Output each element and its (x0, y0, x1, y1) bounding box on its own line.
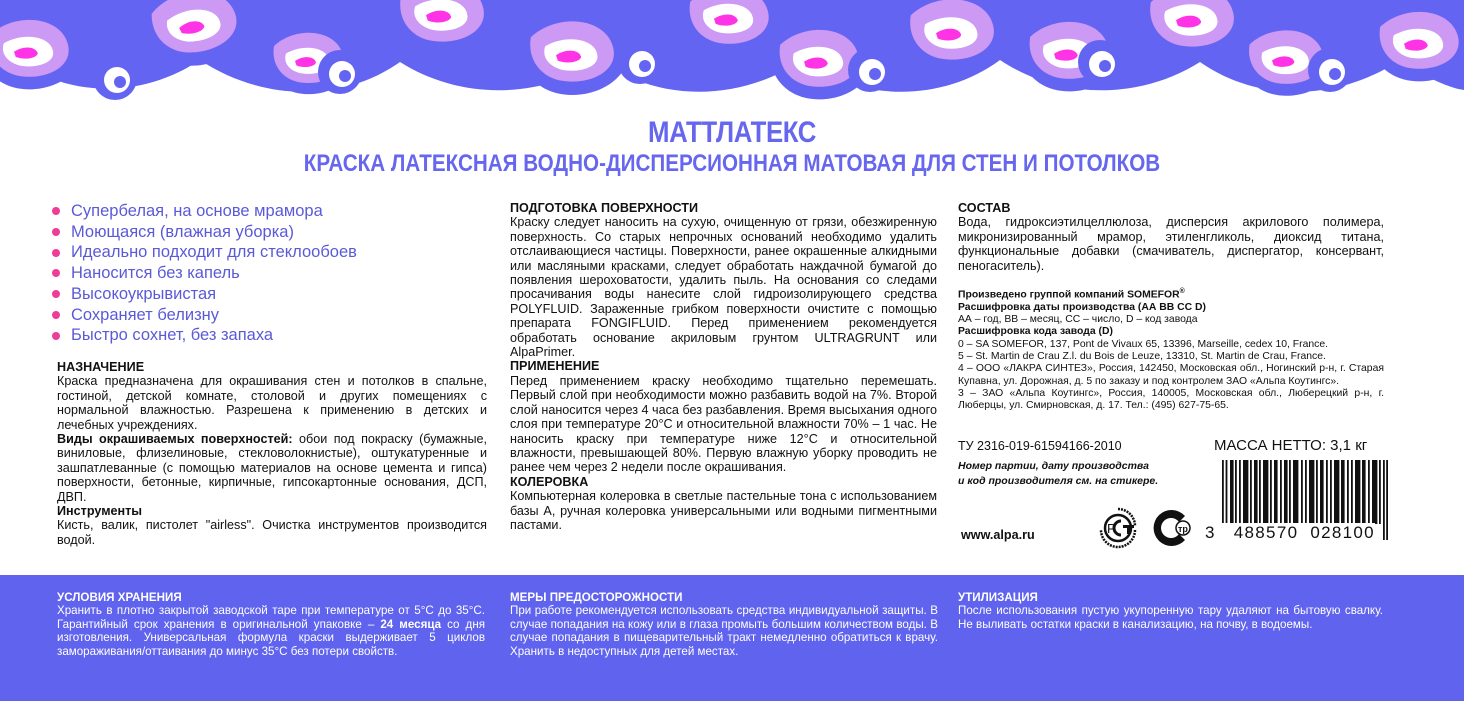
surfaces-text: обои под покраску (бумажные, виниловые, флизелиновые, стекловолокнистые), оштукатуренные и зашпатлеванные (с помощью материалов на основе цемента и гипса) поверхности, бетонные, кирпичные, гипсокартонные основания, ДСП, ДВП. (57, 432, 487, 504)
feature-item: Моющаяся (влажная уборка) (52, 222, 357, 243)
date-code-text: АА – год, ВВ – месяц, СС – число, D – код завода (958, 314, 1198, 326)
plant-item: 5 – St. Martin de Crau Z.l. du Bois de Leuze, 13310, St. Martin de Crau, France. (958, 350, 1326, 362)
feature-item: Супербелая, на основе мрамора (52, 201, 357, 222)
barcode-number: 3 488570 028100 (1205, 523, 1375, 542)
bullet-dot-icon (52, 228, 60, 236)
c-tr-certification-icon (1149, 506, 1193, 550)
feature-item: Высокоукрывистая (52, 284, 357, 305)
product-name: МАТТЛАТЕКС (648, 116, 816, 149)
product-title-block (0, 116, 1464, 178)
paisley-banner (0, 0, 1464, 110)
precautions-heading: МЕРЫ ПРЕДОСТОРОЖНОСТИ (510, 591, 683, 604)
plant-item: 4 – ООО «ЛАКРА СИНТЕЗ», Россия, 142450, Московская обл., Ногинский р-н, г. Старая Купавна, ул. Дорожная, д. 5 по заказу и под контролем ЗАО «Альпа Коутингс». (958, 363, 1384, 387)
instructions-section (510, 201, 937, 532)
application-text: Перед применением краску необходимо тщательно перемешать. Первый слой при необходимости можно разбавить водой на 7%. Второй слой наносится через 4 часа без разбавления. Время высыхания одного слоя при температуре 20°С и относительной влажности 70% – 1 час. Не наносить краску при температуре ниже 12°С и относительной влажности, превышающей 80%. Первую влажную уборку проводить не ранее чем через 2 недели после окрашивания. (510, 373, 937, 475)
svg-text:тр: тр (1178, 524, 1188, 534)
surfaces-label: Виды окрашиваемых поверхностей: (57, 432, 293, 447)
plant-code-heading: Расшифровка кода завода (D) (958, 326, 1113, 338)
date-code-heading: Расшифровка даты производства (АА ВВ СС D) (958, 301, 1206, 313)
disposal-section (958, 591, 1383, 631)
surfaces-paragraph (57, 432, 487, 504)
preparation-text: Краску следует наносить на сухую, очищенную от грязи, обезжиренную поверхность. Со старых непрочных оснований необходимо удалить отслаивающиеся частицы. Поверхности, ранее окрашенные алкидными или масляными красками, следует обработать наждачной бумагой до появления шероховатости, удалить пыль. На основания со следами просачивания воды нанесите слой гидроизолирующего средства POLYFLUID. Зараженные грибком поверхности очистите с помощью препарата FONGIFLUID. Перед применением рекомендуется обработать основание акриловым грунтом ULTRAGRUNT или AlpaPrimer. (510, 215, 937, 360)
sticker-note: Номер партии, дату производства и код производителя см. на стикере. (958, 460, 1159, 487)
storage-text: Хранить в плотно закрытой заводской таре при температуре от 5°С до 35°С. Гарантийный срок хранения в оригинальной упаковке – 24 месяца со дня изготовления. Универсальная формула краски выдерживает 5 циклов замораживания/оттаивания до минус 35°С без потери свойств. (57, 604, 486, 658)
tech-spec-number: ТУ 2316-019-61594166-2010 (958, 439, 1122, 453)
precautions-text: При работе рекомендуется использовать средства индивидуальной защиты. В случае попадания на кожу или в глаза промыть большим количеством воды. В случае попадания в пищеварительный тракт немедленно обратиться к врачу. Хранить в недоступных для детей местах. (510, 604, 938, 658)
paisley-pattern-icon (0, 0, 1464, 110)
registered-mark: ® (1179, 288, 1185, 296)
storage-heading: УСЛОВИЯ ХРАНЕНИЯ (57, 591, 182, 604)
purpose-text: Краска предназначена для окрашивания стен и потолков в спальне, гостиной, детской комнате, столовой и других помещениях с нормальной влажностью. Разрешена к применению в детских и лечебных учреждениях. (57, 374, 487, 432)
feature-item: Быстро сохнет, без запаха (52, 325, 357, 346)
preparation-heading: ПОДГОТОВКА ПОВЕРХНОСТИ (510, 201, 699, 215)
application-heading: ПРИМЕНЕНИЕ (510, 359, 600, 374)
bullet-dot-icon (52, 290, 60, 298)
svg-text:Р: Р (1107, 521, 1116, 536)
composition-heading: СОСТАВ (958, 201, 1011, 215)
bullet-dot-icon (52, 332, 60, 340)
feature-item: Сохраняет белизну (52, 305, 357, 326)
manufacturer-info (958, 286, 1384, 412)
plant-item: 3 – ЗАО «Альпа Коутингс», Россия, 140005, Московская обл., Люберецкий р-н, г. Люберцы, ул. Смирновская, д. 17. Тел.: (495) 627-75-65. (958, 387, 1384, 412)
footer-panel (0, 575, 1464, 701)
tinting-text: Компьютерная колеровка в светлые пастельные тона с использованием базы А, ручная колеровка универсальными или водными пигментными пастами. (510, 489, 937, 532)
net-mass: МАССА НЕТТО: 3,1 кг (1214, 437, 1368, 454)
purpose-section (57, 360, 487, 547)
plant-item: 0 – SA SOMEFOR, 137, Pont de Vivaux 65, 13396, Marseille, cedex 10, France. (958, 338, 1329, 350)
storage-section (57, 591, 485, 658)
website-link[interactable]: www.alpa.ru (961, 528, 1035, 542)
composition-text: Вода, гидроксиэтилцеллюлоза, дисперсия акрилового полимера, микронизированный мрамор, этиленгликоль, диоксид титана, функциональные добавки (смачиватель, диспергатор, консервант, пеногаситель). (958, 215, 1384, 273)
produced-by: Произведено группой компаний SOMEFOR® (958, 288, 1185, 301)
tools-text: Кисть, валик, пистолет "airless". Очистка инструментов производится водой. (57, 518, 487, 547)
feature-item: Идеально подходит для стеклообоев (52, 242, 357, 263)
disposal-text: После использования пустую укупоренную тару удаляют на бытовую свалку. Не выливать остатки краски в канализацию, на почву, в водоемы. (958, 604, 1383, 631)
tinting-heading: КОЛЕРОВКА (510, 474, 589, 489)
feature-item: Наносится без капель (52, 263, 357, 284)
composition-section (958, 201, 1384, 412)
bullet-dot-icon (52, 269, 60, 277)
tools-heading: Инструменты (57, 504, 143, 519)
bullet-dot-icon (52, 207, 60, 215)
bullet-dot-icon (52, 249, 60, 257)
product-subtitle: КРАСКА ЛАТЕКСНАЯ ВОДНО-ДИСПЕРСИОННАЯ МАТОВАЯ ДЛЯ СТЕН И ПОТОЛКОВ (303, 150, 1161, 177)
bullet-dot-icon (52, 311, 60, 319)
disposal-heading: УТИЛИЗАЦИЯ (958, 591, 1038, 604)
rst-certification-icon (1099, 506, 1137, 550)
features-list (52, 201, 357, 346)
purpose-heading: НАЗНАЧЕНИЕ (57, 360, 145, 374)
precautions-section (510, 591, 938, 658)
